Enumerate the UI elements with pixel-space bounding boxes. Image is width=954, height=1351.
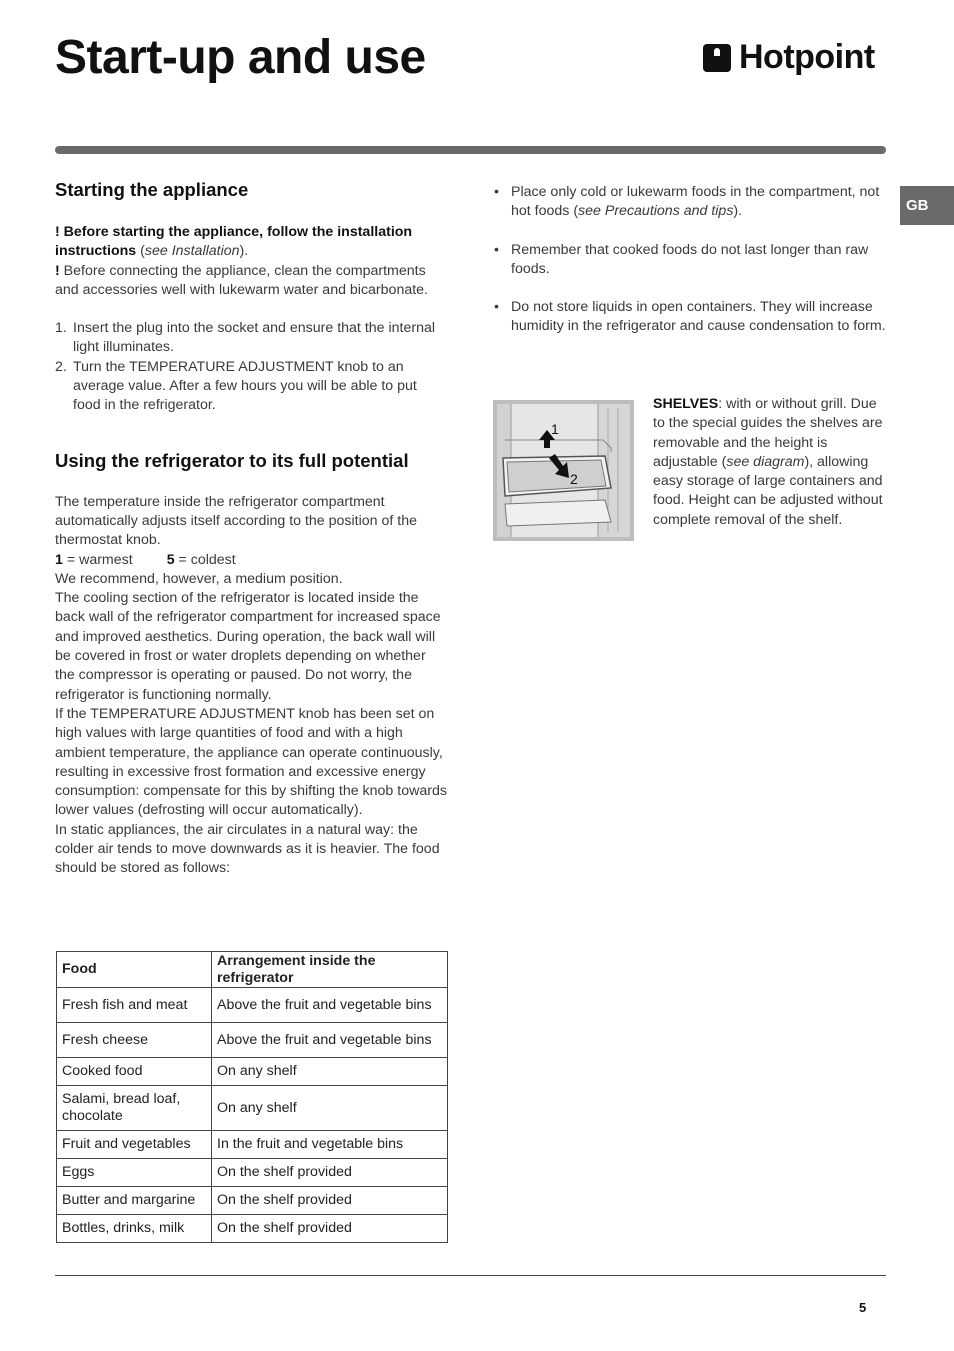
table-header-food: Food (57, 952, 212, 988)
static-air-paragraph: In static appliances, the air circulates in a natural way: the colder air tends to move downwards as it is heavier. The food should be stored as follows: (55, 821, 440, 877)
table-cell: Cooked food (57, 1058, 212, 1086)
language-tab: GB (900, 186, 954, 225)
table-row (57, 1058, 448, 1086)
table-row (57, 1159, 448, 1187)
table-cell: Fruit and vegetables (57, 1131, 212, 1159)
shelf-diagram (493, 400, 634, 541)
using-heading: Using the refrigerator to its full potential (55, 449, 409, 471)
right-column (493, 183, 886, 337)
table-row (57, 1215, 448, 1243)
table-cell: Above the fruit and vegetable bins (212, 1023, 448, 1058)
high-setting-paragraph: If the TEMPERATURE ADJUSTMENT knob has been set on high values with large quantities of food and with a high ambient temperature, the appliance can operate continuously, resulting in excessive frost formation and excessive energy consumption: compensate for this by shifting the knob towards lower values (defrosting will occur automatically). (55, 705, 447, 819)
table-cell: Butter and margarine (57, 1187, 212, 1215)
table-cell: In the fruit and vegetable bins (212, 1131, 448, 1159)
warning-installation: ! Before starting the appliance, follow the installation instructions (see Installation). (55, 224, 413, 260)
table-cell: Fresh cheese (57, 1023, 212, 1058)
cooling-paragraph: The cooling section of the refrigerator is located inside the back wall of the refrigerator compartment for increased space and improved aesthetics. During operation, the back wall will be covered in frost or water droplets depending on whether the compressor is operating or paused. Do not worry, the refrigerator is functioning normally. (55, 590, 441, 703)
list-item: • Remember that cooked foods do not last longer than raw foods. (493, 241, 886, 280)
brand-logo (703, 38, 875, 77)
thermostat-scale: 1 = warmest 5 = coldest (55, 551, 236, 568)
table-cell: On the shelf provided (212, 1187, 448, 1215)
table-cell: Salami, bread loaf, chocolate (57, 1086, 212, 1131)
footer-divider (55, 1275, 886, 1276)
table-cell: Above the fruit and vegetable bins (212, 988, 448, 1023)
brand-name: Hotpoint (739, 38, 875, 76)
table-cell: On the shelf provided (212, 1215, 448, 1243)
page-title: Start-up and use (55, 31, 426, 84)
list-item: • Place only cold or lukewarm foods in the compartment, not hot foods (see Precautions and tips). (493, 183, 886, 222)
table-cell: Bottles, drinks, milk (57, 1215, 212, 1243)
diagram-label-2: 2 (570, 471, 578, 487)
shelves-description: SHELVES: with or without grill. Due to the special guides the shelves are removable and the height is adjustable (see diagram), allowing easy storage of large containers and food. Height can be adjusted without complete removal of the shelf. (653, 396, 883, 528)
starting-heading: Starting the appliance (55, 179, 249, 200)
header-divider (55, 146, 886, 154)
hotpoint-logo-icon (703, 44, 731, 72)
table-row (57, 1023, 448, 1058)
diagram-label-1: 1 (551, 421, 559, 437)
food-storage-table (56, 951, 448, 1243)
table-cell: On any shelf (212, 1058, 448, 1086)
list-item: 1. Insert the plug into the socket and ensure that the internal light illuminates. (55, 320, 436, 356)
table-header-row (57, 952, 448, 988)
table-cell: Fresh fish and meat (57, 988, 212, 1023)
table-row (57, 988, 448, 1023)
table-cell: On the shelf provided (212, 1159, 448, 1187)
warning-cleaning: ! Before connecting the appliance, clean the compartments and accessories well with lukewarm water and bicarbonate. (55, 262, 428, 298)
start-steps (55, 319, 448, 415)
using-intro: The temperature inside the refrigerator compartment automatically adjusts itself according to the position of the thermostat knob. (55, 493, 417, 549)
page-number: 5 (859, 1300, 867, 1315)
table-row (57, 1187, 448, 1215)
table-header-arrangement: Arrangement inside the refrigerator (212, 952, 448, 988)
table-row (57, 1086, 448, 1131)
list-item: • Do not store liquids in open containers. They will increase humidity in the refrigerator and cause condensation to form. (493, 298, 886, 337)
recommendation: We recommend, however, a medium position. (55, 570, 343, 587)
table-cell: Eggs (57, 1159, 212, 1187)
left-column (55, 178, 448, 879)
list-item: 2. Turn the TEMPERATURE ADJUSTMENT knob to an average value. After a few hours you will be able to put food in the refrigerator. (55, 358, 417, 414)
table-cell: On any shelf (212, 1086, 448, 1131)
table-row (57, 1131, 448, 1159)
